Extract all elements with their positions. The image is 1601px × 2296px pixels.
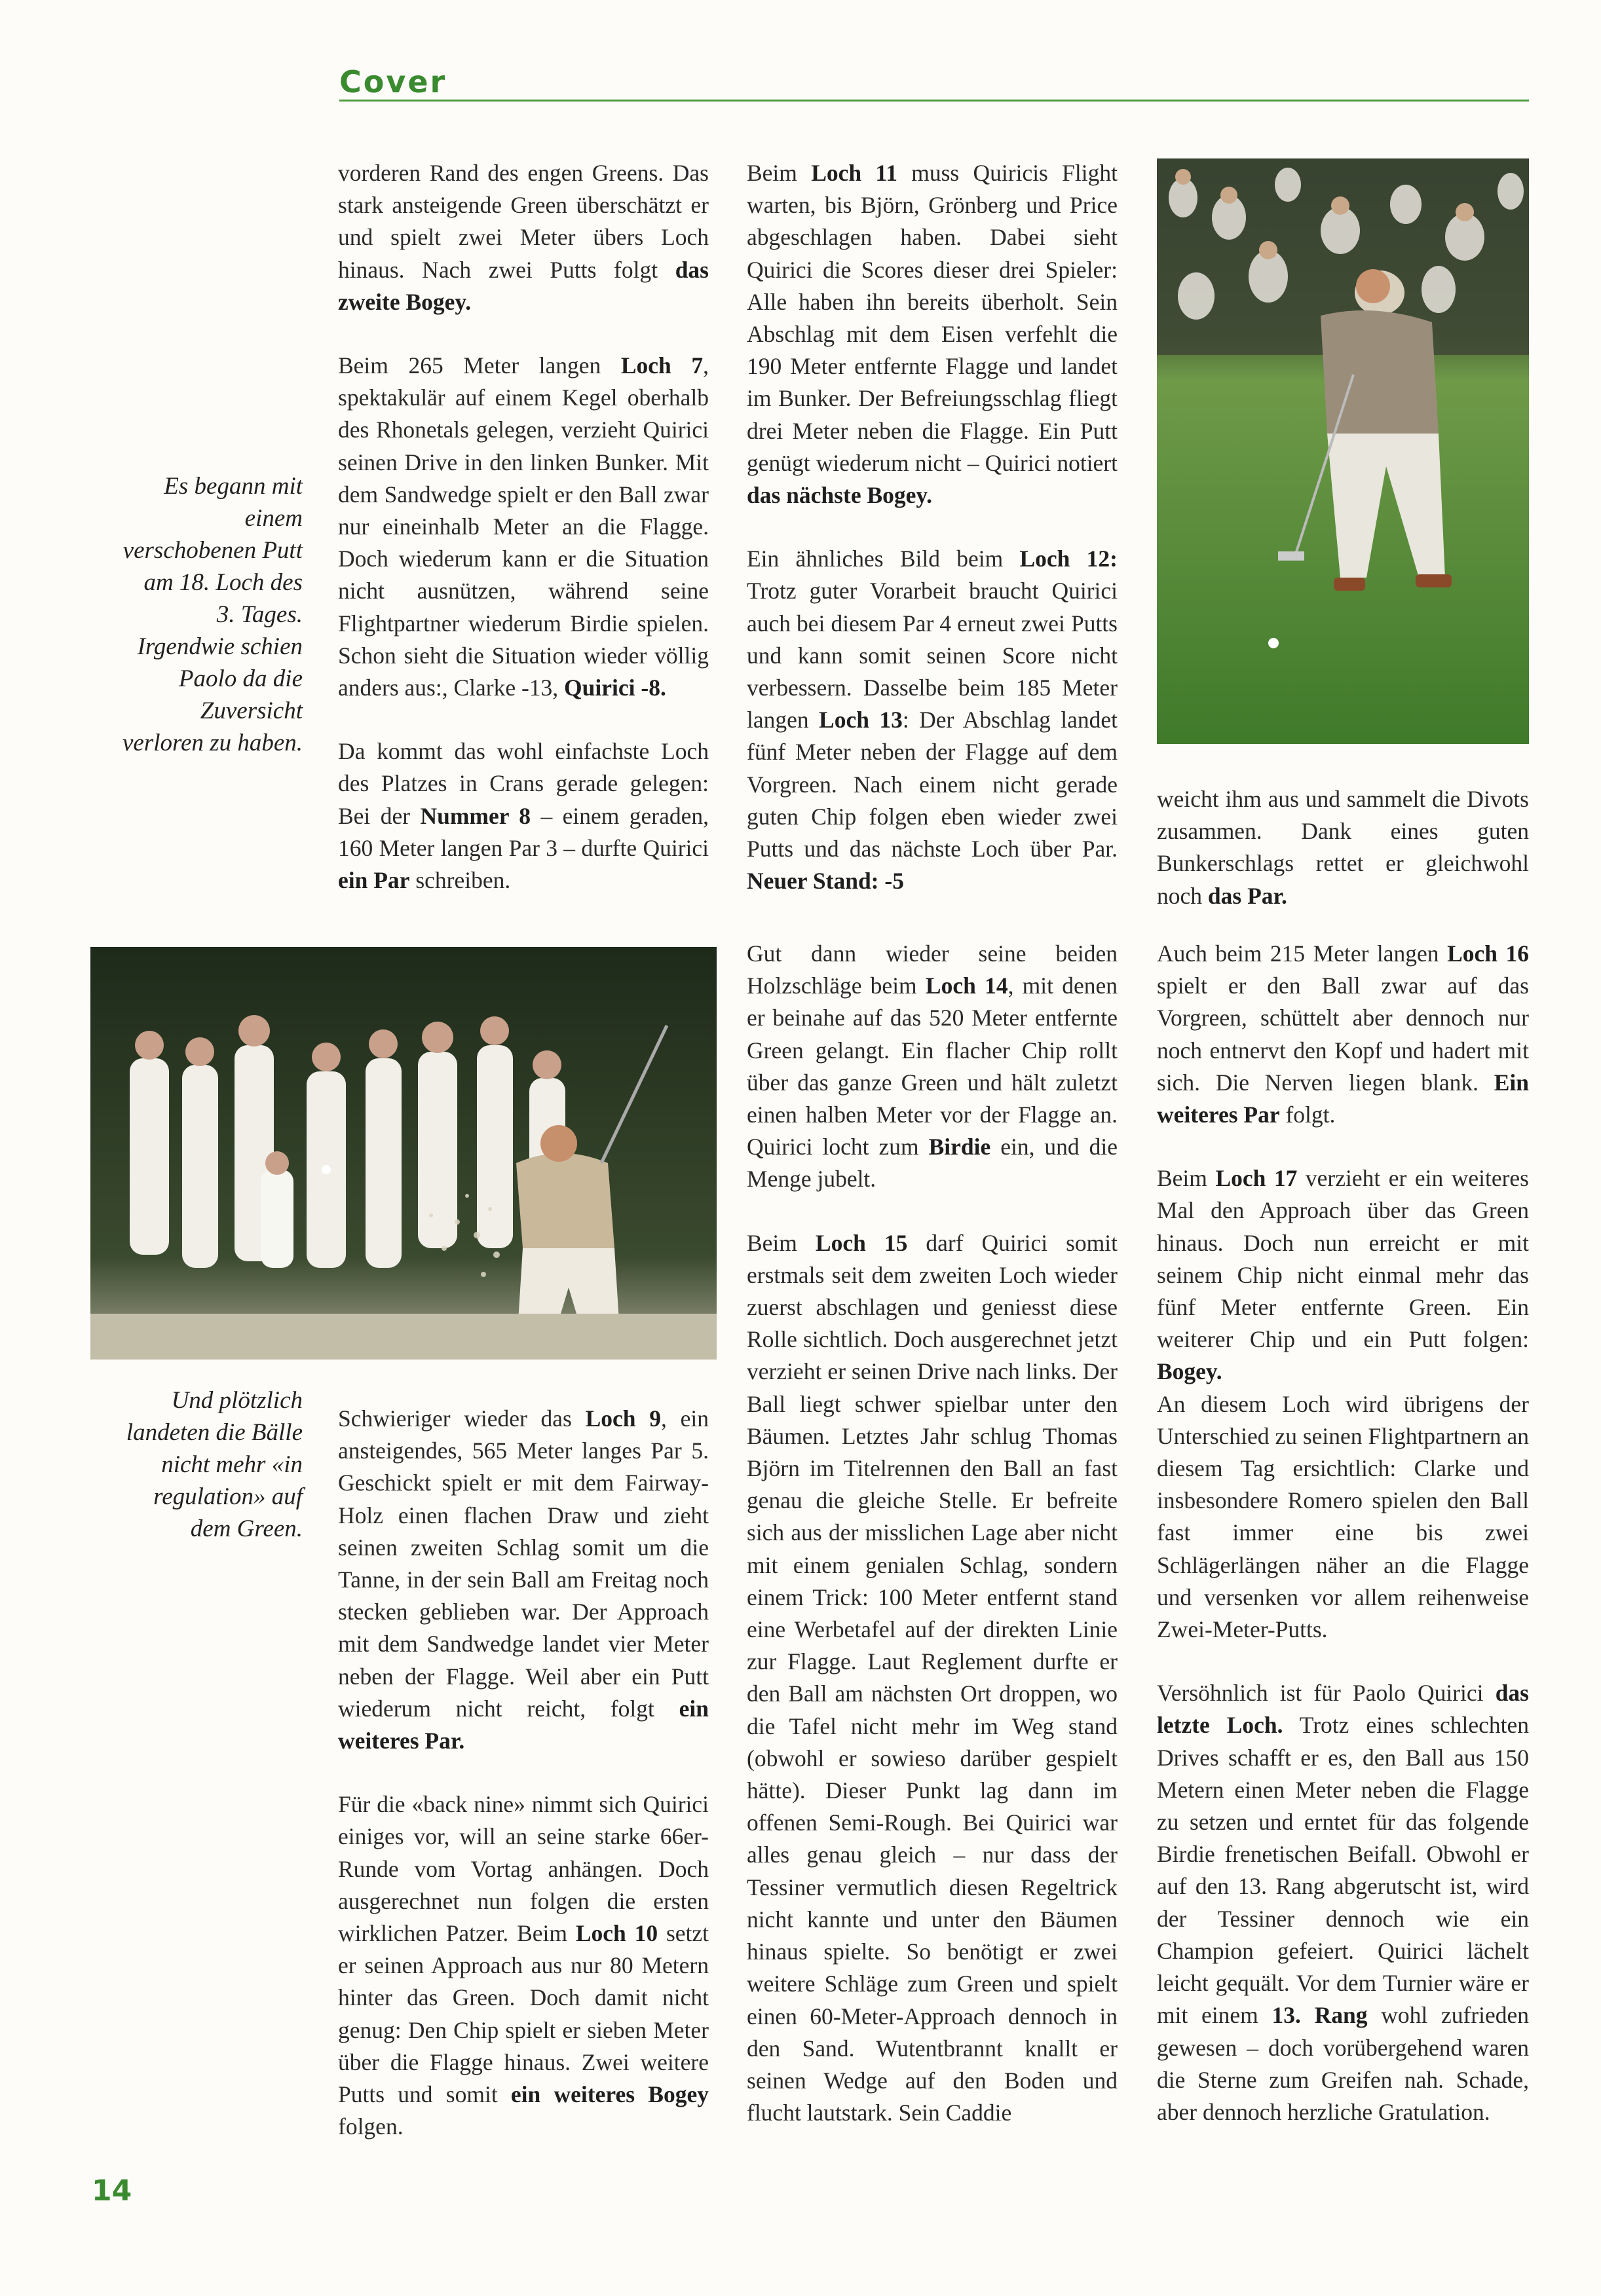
bunker-shot-image xyxy=(90,947,717,1360)
caption-second-photo: Und plötzlich landeten die Bälle nicht mehr «in regulation» auf dem Green. xyxy=(126,1387,303,1542)
paragraph: Versöhnlich ist für Paolo Quirici das letzte Loch. Trotz eines schlechten Drives schafft er es, den Ball aus 150 Metern einen Meter neben die Flagge zu setzen und erntet für das folgende Birdie frenetischen Beifall. Obwohl er auf den 13. Rang abgerutscht ist, wird der Tessiner dennoch wie ein Champion gefeiert. Quirici lächelt leicht gequält. Vor dem Turnier wäre er mit einem 13. Rang wohl zufrieden gewesen – doch vorübergehend waren die Sterne zum Greifen nah. Schade, aber dennoch herzliche Gratulation. xyxy=(1157,1680,1529,2125)
section-header: Cover xyxy=(339,64,447,100)
column-3-bottom xyxy=(1157,938,1529,2160)
paragraph: Beim Loch 17 verzieht er ein weiteres Mal den Approach über das Green hinaus. Doch nun erreicht er mit seinem Chip nicht einmal mehr das fünf Meter entfernte Green. Ein weiterer Chip und ein Putt folgen: Bogey. An diesem Loch wird übrigens der Unterschied zu seinen Flightpartnern an diesem Tag ersichtlich: Clarke und insbesondere Romero spielen den Ball fast immer eine bis zwei Schlägerlängen näher an die Flagge und versenken vor allem reihenweise Zwei-Meter-Putts. xyxy=(1157,1165,1529,1643)
column-2-bottom xyxy=(747,938,1118,2160)
paragraph: Ein ähnliches Bild beim Loch 12: Trotz guter Vorarbeit braucht Quirici auch bei diesem Par 4 erneut zwei Putts und kann somit seinen Score nicht verbessern. Dasselbe beim 185 Meter langen Loch 13: Der Abschlag landet fünf Meter neben der Flagge auf dem Vorgreen. Nach einem nicht gerade guten Chip folgen eben wieder zwei Putts und das nächste Loch über Par. Neuer Stand: -5 xyxy=(747,546,1118,895)
paragraph: Schwieriger wieder das Loch 9, ein ansteigendes, 565 Meter langes Par 5. Geschickt spielt er mit dem Fairway-Holz einen flachen Draw und zieht seinen zweiten Schlag somit um die Tanne, in der sein Ball am Freitag noch stecken geblieben war. Der Approach mit dem Sandwedge landet vier Meter neben der Flagge. Weil aber ein Putt wiederum nicht reicht, folgt ein weiteres Par. xyxy=(338,1405,709,1754)
photo-putting-golfer xyxy=(1157,158,1529,744)
column-1-bottom xyxy=(338,1403,709,2174)
paragraph: Auch beim 215 Meter langen Loch 16 spielt er den Ball zwar auf das Vorgreen, schüttelt aber dennoch nur noch entnervt den Kopf und hadert mit sich. Die Nerven liegen blank. Ein weiteres Par folgt. xyxy=(1157,940,1529,1128)
caption-first-photo: Es begann mit einem verschobenen Putt am 18. Loch des 3. Tages. Irgendwie schien Paolo da die Zuversicht verloren zu haben. xyxy=(122,473,303,756)
column-2-top xyxy=(747,157,1118,929)
column-1-top xyxy=(338,157,709,928)
paragraph: weicht ihm aus und sammelt die Divots zusammen. Dank eines guten Bunkerschlags rettet er gleichwohl noch das Par. xyxy=(1157,786,1529,909)
paragraph: Beim Loch 11 muss Quiricis Flight warten, bis Björn, Grönberg und Price abgeschlagen haben. Dabei sieht Quirici die Scores dieser drei Spieler: Alle haben ihn bereits überholt. Sein Abschlag mit dem Eisen verfehlt die 190 Meter entfernte Flagge und landet im Bunker. Der Befreiungsschlag fliegt drei Meter neben die Flagge. Ein Putt genügt wiederum nicht – Quirici notiert das nächste Bogey. xyxy=(747,160,1118,509)
column-3-top xyxy=(1157,783,1529,944)
header-rule xyxy=(339,100,1529,102)
paragraph: Beim Loch 15 darf Quirici somit erstmals seit dem zweiten Loch wieder zuerst abschlagen und geniesst diese Rolle sichtlich. Doch ausgerechnet jetzt verzieht er seinen Drive nach links. Der Ball liegt schwer spielbar unter den Bäumen. Letztes Jahr schlug Thomas Björn im Titelrennen den Ball an fast genau die gleiche Stelle. Er befreite sich aus der misslichen Lage aber nicht mit einem genialen Schlag, sondern einem Trick: 100 Meter entfernt stand eine Werbetafel auf der direkten Linie zur Flagge. Laut Reglement durfte er den Ball am nächsten Ort droppen, wo die Tafel nicht mehr im Weg stand (obwohl er sowieso darüber gespielt hätte). Dieser Punkt lag dann im offenen Semi-Rough. Bei Quirici war alles genau gleich – nur dass der Tessiner vermutlich diesen Regeltrick nicht kannte und unter den Bäumen hinaus spielte. So benötigt er zwei weitere Schläge zum Green und spielt einen 60-Meter-Approach dennoch in den Sand. Wutentbrannt knallt er seinen Wedge auf den Boden und flucht lautstark. Sein Caddie xyxy=(747,1229,1118,2126)
putting-golfer-image xyxy=(1157,158,1529,744)
paragraph: Da kommt das wohl einfachste Loch des Platzes in Crans gerade gelegen: Bei der Nummer 8 – einem geraden, 160 Meter langen Par 3 – durfte Quirici ein Par schreiben. xyxy=(338,738,709,894)
paragraph: Für die «back nine» nimmt sich Quirici einiges vor, will an seine starke 66er-Runde vom Vortag anhängen. Doch ausgerechnet nun folgen die ersten wirklichen Patzer. Beim Loch 10 setzt er seinen Approach aus nur 80 Metern hinter das Green. Doch damit nicht genug: Den Chip spielt er sieben Meter über die Flagge hinaus. Zwei weitere Putts und somit ein weiteres Bogey folgen. xyxy=(338,1791,709,2140)
paragraph: Gut dann wieder seine beiden Holzschläge beim Loch 14, mit denen er beinahe auf das 520 Meter entfernte Green gelangt. Ein flacher Chip rollt über das ganze Green und hält zuletzt einen halben Meter vor der Flagge an. Quirici locht zum Birdie ein, und die Menge jubelt. xyxy=(747,940,1118,1193)
paragraph: Beim 265 Meter langen Loch 7, spektakulär auf einem Kegel oberhalb des Rhonetals gelegen, verzieht Quirici seinen Drive in den linken Bunker. Mit dem Sandwedge spielt er den Ball zwar nur eineinhalb Meter an die Flagge. Doch wiederum kann er die Situation nicht ausnützen, während seine Flightpartner wiederum Birdie spielen. Schon sieht die Situation wieder völlig anders aus:, Clarke -13, Quirici -8. xyxy=(338,352,709,701)
paragraph: vorderen Rand des engen Greens. Das stark ansteigende Green überschätzt er und spielt zwei Meter übers Loch hinaus. Nach zwei Putts folgt das zweite Bogey. xyxy=(338,160,709,315)
page-number: 14 xyxy=(92,2174,132,2208)
photo-bunker-shot xyxy=(90,947,717,1360)
